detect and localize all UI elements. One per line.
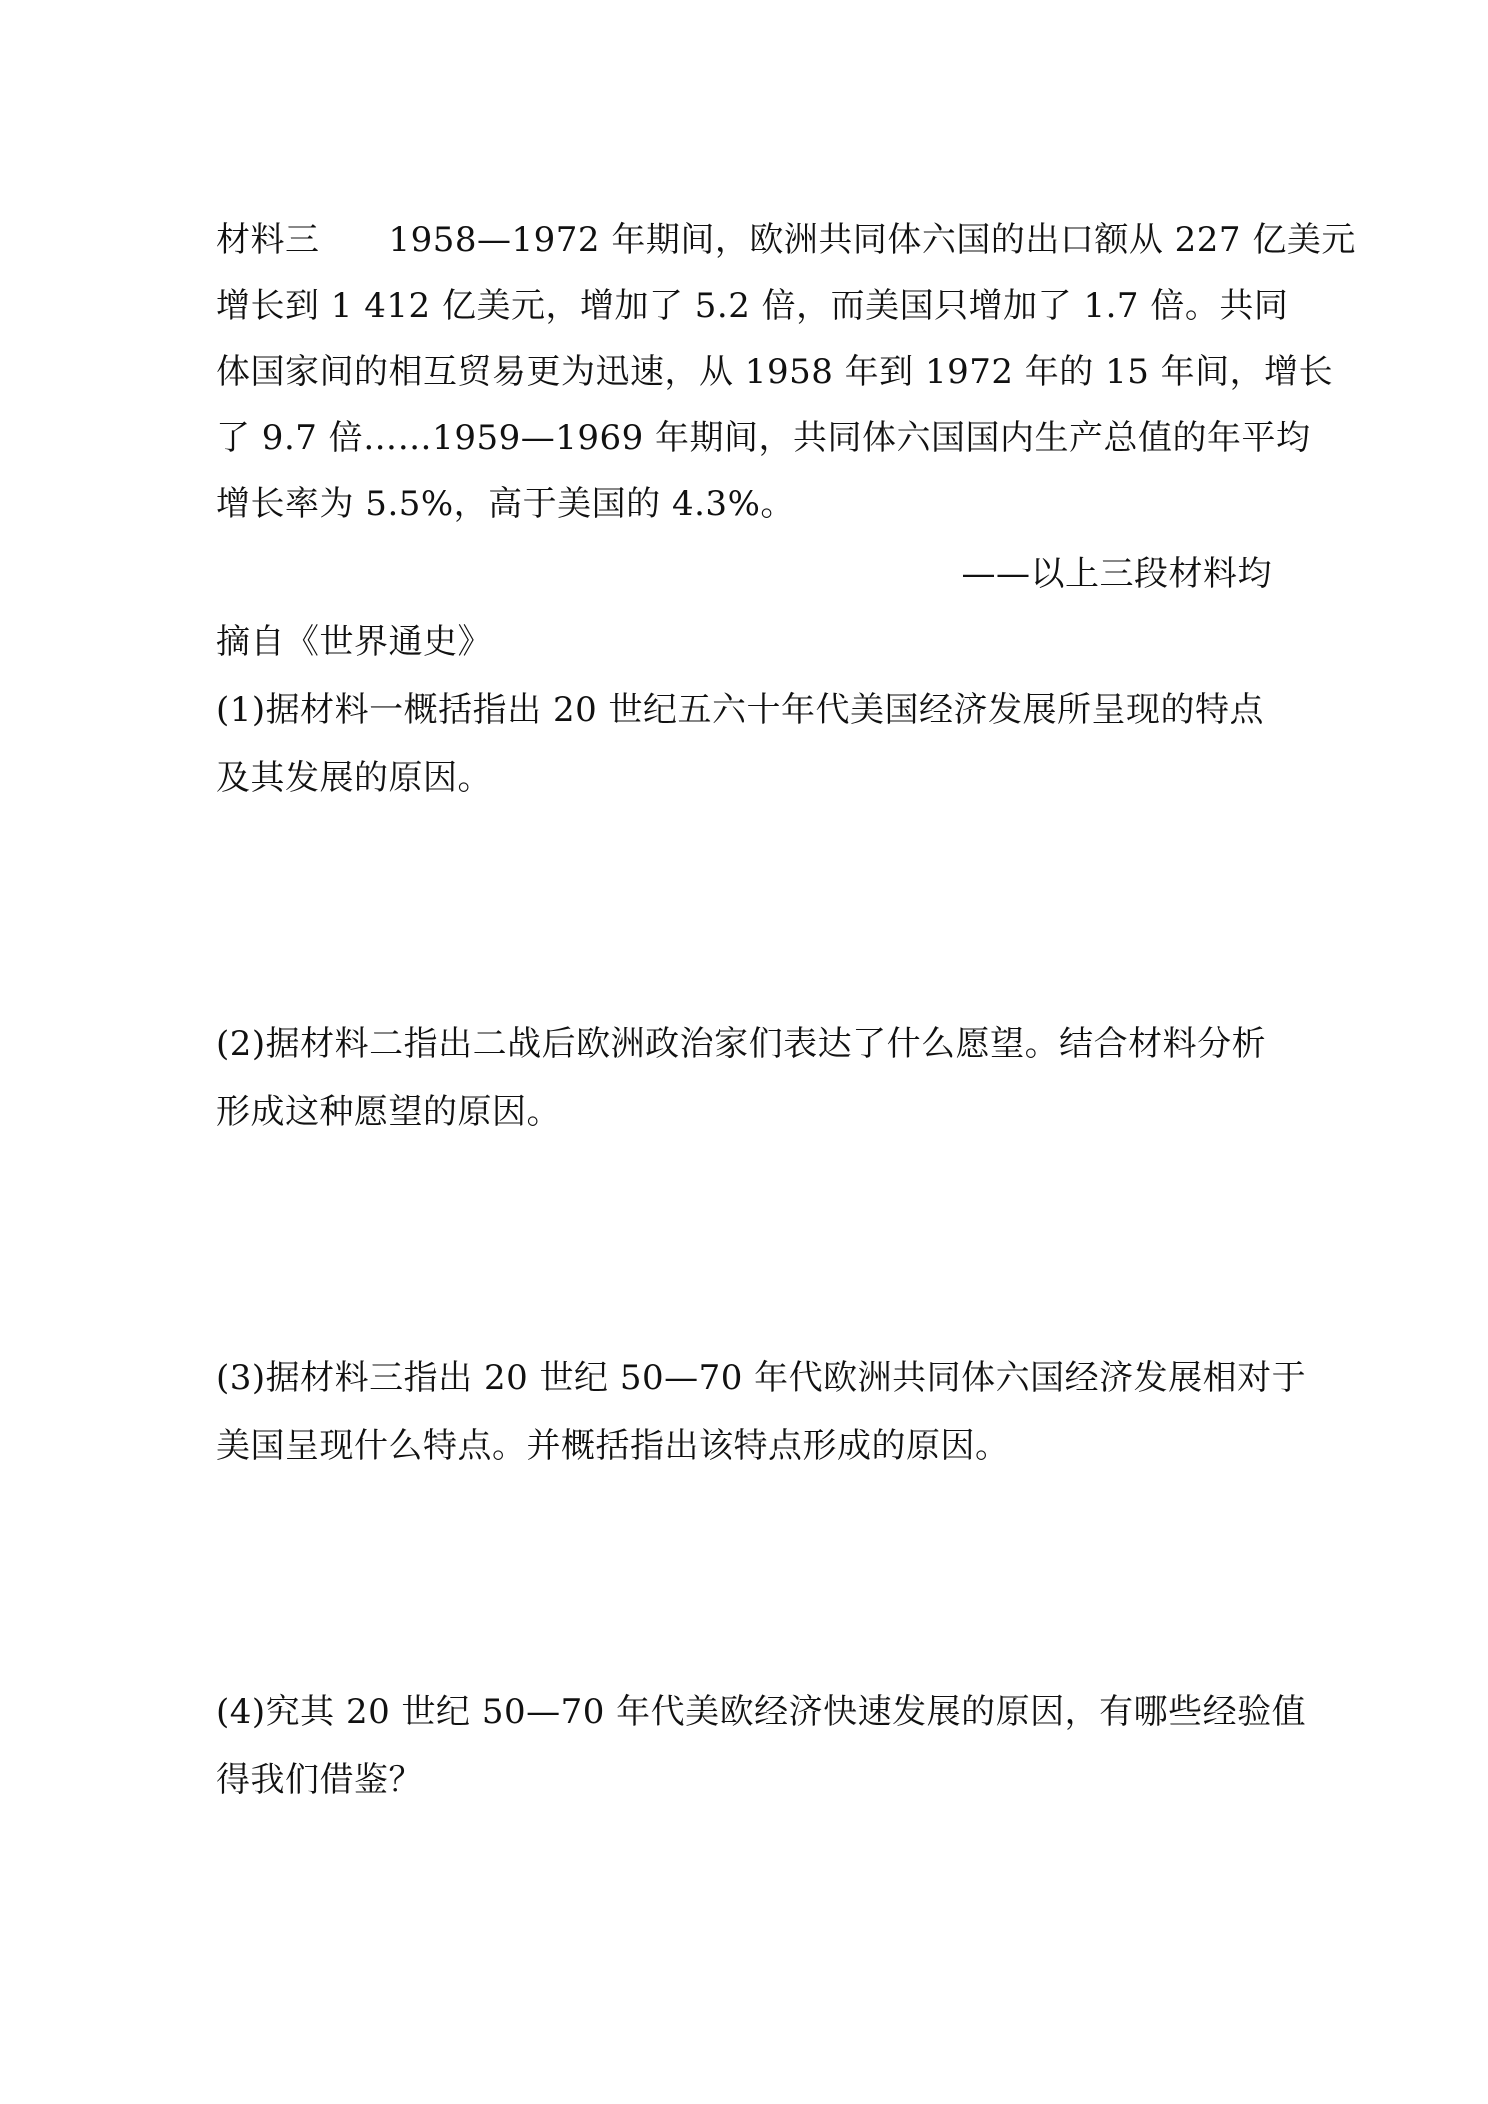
material-three-line-4: 了 9.7 倍……1959—1969 年期间，共同体六国国内生产总值的年平均 bbox=[216, 418, 1311, 458]
material-three-line-2: 增长到 1 412 亿美元，增加了 5.2 倍，而美国只增加了 1.7 倍。共同 bbox=[216, 286, 1289, 326]
question-4-line-2: 得我们借鉴？ bbox=[216, 1760, 423, 1800]
question-4-line-1: (4)究其 20 世纪 50—70 年代美欧经济快速发展的原因，有哪些经验值 bbox=[216, 1692, 1307, 1732]
source-attribution-line-1: ——以上三段材料均 bbox=[961, 554, 1272, 594]
material-three-line-1: 材料三 1958—1972 年期间，欧洲共同体六国的出口额从 227 亿美元 bbox=[216, 220, 1356, 260]
question-1-line-2: 及其发展的原因。 bbox=[216, 758, 492, 798]
question-1-line-1: (1)据材料一概括指出 20 世纪五六十年代美国经济发展所呈现的特点 bbox=[216, 690, 1265, 730]
question-3-line-2: 美国呈现什么特点。并概括指出该特点形成的原因。 bbox=[216, 1426, 1010, 1466]
question-2-line-2: 形成这种愿望的原因。 bbox=[216, 1092, 561, 1132]
question-2-line-1: (2)据材料二指出二战后欧洲政治家们表达了什么愿望。结合材料分析 bbox=[216, 1024, 1267, 1064]
source-attribution-line-2: 摘自《世界通史》 bbox=[216, 622, 492, 662]
question-3-line-1: (3)据材料三指出 20 世纪 50—70 年代欧洲共同体六国经济发展相对于 bbox=[216, 1358, 1307, 1398]
material-three-line-5: 增长率为 5.5%，高于美国的 4.3%。 bbox=[216, 484, 795, 524]
material-three-line-3: 体国家间的相互贸易更为迅速，从 1958 年到 1972 年的 15 年间，增长 bbox=[216, 352, 1334, 392]
